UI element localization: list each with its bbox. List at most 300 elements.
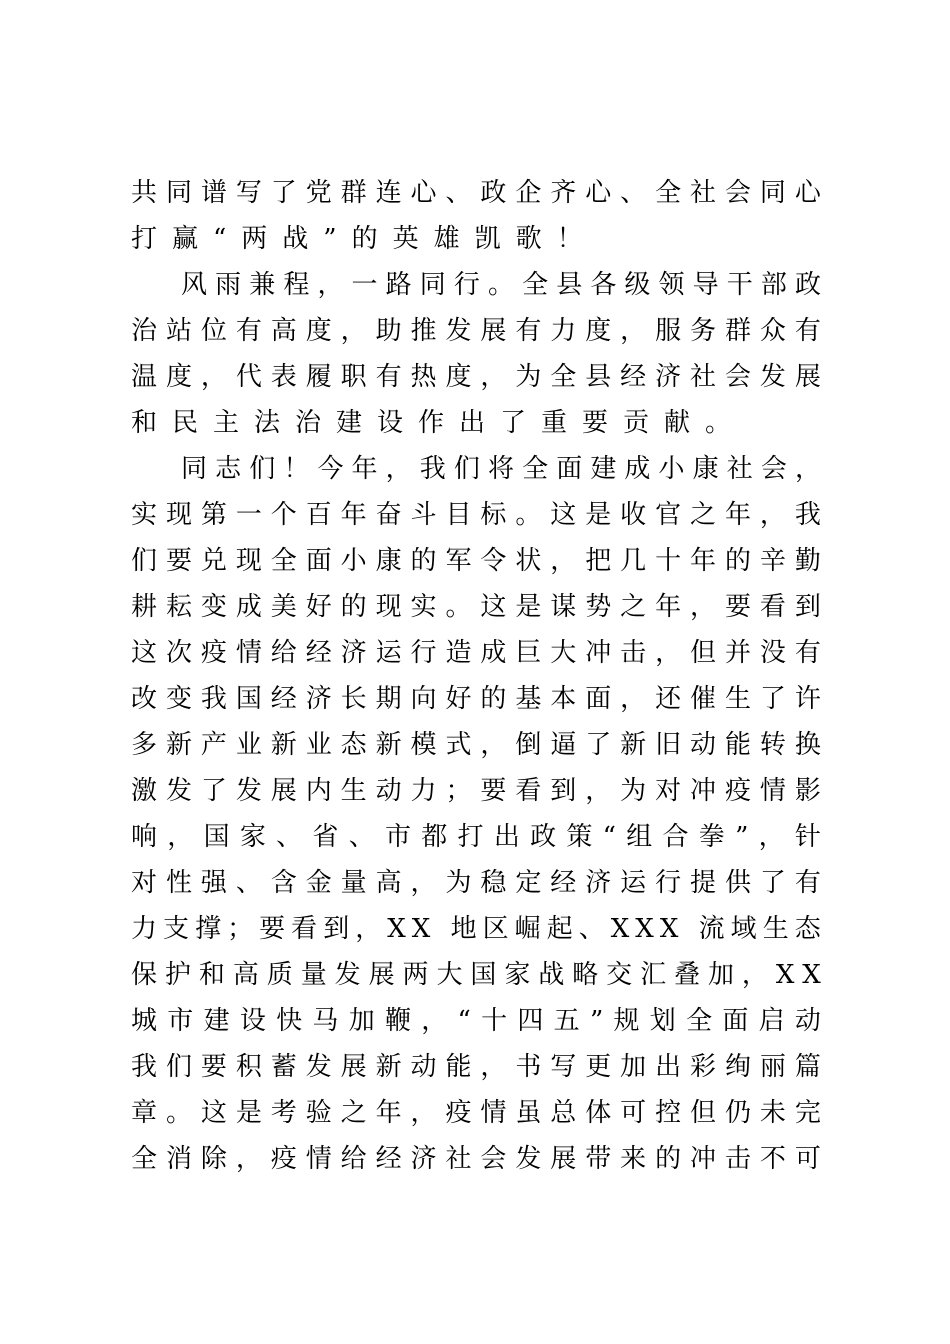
text-char: ， (480, 362, 507, 392)
text-char: 省 (312, 822, 339, 852)
text-char: 家 (239, 822, 266, 852)
text-char: 个 (270, 500, 297, 530)
text-char: 了 (585, 730, 612, 760)
text-char: 领 (658, 270, 685, 300)
text-char: 冲 (690, 776, 717, 806)
text-char: 现 (375, 592, 402, 622)
text-char: 度 (445, 362, 472, 392)
text-char: 和 (198, 960, 225, 990)
text-char: 设 (239, 1006, 266, 1036)
text-char: 好 (305, 592, 332, 622)
text-char: 战 (538, 960, 565, 990)
text-char: 的 (410, 546, 437, 576)
text-char: ， (758, 822, 785, 852)
text-char: 新 (270, 730, 297, 760)
text-char: ， (620, 684, 647, 714)
text-char: 年 (655, 592, 682, 622)
text-char: 目 (445, 500, 472, 530)
text-char: 小 (340, 546, 367, 576)
text-line (131, 538, 821, 584)
text-char: 金 (305, 868, 332, 898)
text-char: 要 (259, 914, 286, 944)
text-char: ， (167, 822, 194, 852)
text-char: 行 (410, 638, 437, 668)
text-char: 度 (165, 362, 192, 392)
text-char: 行 (453, 270, 480, 300)
text-char: 我 (794, 500, 821, 530)
text-char: 治 (131, 316, 158, 346)
text-char: ” (589, 1006, 604, 1036)
text-char: 新 (165, 730, 192, 760)
text-char: 、 (445, 178, 472, 208)
text-char: 疫 (200, 638, 227, 668)
text-char: 绚 (724, 1052, 751, 1082)
text-char: 本 (550, 684, 577, 714)
text-char: 康 (692, 454, 719, 484)
text-char: 变 (200, 592, 227, 622)
text-char: 心 (794, 178, 821, 208)
text-char: ， (550, 546, 577, 576)
text-char: 、 (578, 914, 605, 944)
text-char: “ (457, 1006, 471, 1036)
text-char: 济 (655, 362, 682, 392)
text-line (131, 906, 821, 952)
text-char: 写 (235, 178, 262, 208)
text-char: 的 (724, 546, 751, 576)
text-char: 站 (165, 316, 192, 346)
text-char: 疫 (270, 1144, 297, 1174)
text-char: 全 (686, 1006, 713, 1036)
text-char: ； (445, 776, 472, 806)
text-char: 众 (759, 316, 786, 346)
text-line (131, 1090, 821, 1136)
text-char: 经 (305, 638, 332, 668)
text-char: 未 (759, 1098, 786, 1128)
text-char: 斗 (410, 500, 437, 530)
text-char: 地 (450, 914, 477, 944)
text-line (131, 308, 821, 354)
text-char: 疫 (445, 1098, 472, 1128)
text-char: 十 (481, 1006, 508, 1036)
text-char: 奋 (375, 500, 402, 530)
text-char: 这 (131, 638, 158, 668)
text-char: 发 (305, 1052, 332, 1082)
text-char: 可 (620, 1098, 647, 1128)
text-char: 们 (453, 454, 480, 484)
text-char: 向 (410, 684, 437, 714)
text-char: 履 (305, 362, 332, 392)
text-char: ， (235, 1144, 262, 1174)
text-char: 度 (305, 316, 332, 346)
text-char: 运 (620, 868, 647, 898)
text-char: 我 (200, 684, 227, 714)
text-char: 建 (203, 1006, 230, 1036)
text-char: 志 (215, 454, 242, 484)
text-char: 巨 (515, 638, 542, 668)
text-char: 展 (340, 1052, 367, 1082)
text-char: 动 (794, 1006, 821, 1036)
text-char: 了 (759, 868, 786, 898)
text-line (131, 630, 821, 676)
text-char: 成 (480, 638, 507, 668)
text-char: 的 (655, 1144, 682, 1174)
text-char: 展 (270, 776, 297, 806)
text-char: ， (410, 868, 437, 898)
text-char: 式 (445, 730, 472, 760)
text-char: 情 (759, 776, 786, 806)
text-char: 经 (620, 362, 647, 392)
text-char: 给 (270, 638, 297, 668)
text-char: 县 (585, 362, 612, 392)
text-char: 五 (553, 1006, 580, 1036)
text-char: 代 (235, 362, 262, 392)
text-char: 同 (759, 178, 786, 208)
text-char: X (610, 914, 630, 944)
text-char: ， (317, 270, 344, 300)
text-char: 经 (270, 684, 297, 714)
text-char: 建 (590, 454, 617, 484)
text-char: 力 (550, 316, 577, 346)
text-char: 没 (759, 638, 786, 668)
text-char: 企 (515, 178, 542, 208)
text-char: ， (200, 362, 227, 392)
text-char: 质 (266, 960, 293, 990)
text-char: 助 (375, 316, 402, 346)
text-line (131, 492, 821, 538)
text-char: 快 (276, 1006, 303, 1036)
text-char: 各 (590, 270, 617, 300)
text-char: 同 (165, 178, 192, 208)
text-char: 之 (620, 592, 647, 622)
text-char: 齐 (550, 178, 577, 208)
text-char: 年 (351, 454, 378, 484)
text-char: 高 (232, 960, 259, 990)
text-char: 组 (626, 822, 653, 852)
text-char: 期 (375, 684, 402, 714)
text-char: 力 (410, 776, 437, 806)
text-char: 年 (375, 1098, 402, 1128)
text-char: 能 (724, 730, 751, 760)
text-char: 现 (235, 546, 262, 576)
text-char: 有 (794, 868, 821, 898)
text-char: 流 (698, 914, 725, 944)
text-char: 要 (165, 546, 192, 576)
text-char: 状 (515, 546, 542, 576)
text-char: 总 (550, 1098, 577, 1128)
text-char: 生 (762, 914, 789, 944)
text-char: 好 (445, 684, 472, 714)
text-char: ， (585, 776, 612, 806)
text-char: 情 (305, 1144, 332, 1174)
text-char: 护 (164, 960, 191, 990)
text-char: 看 (515, 776, 542, 806)
text-char: 百 (305, 500, 332, 530)
text-char: 冲 (690, 1144, 717, 1174)
text-char: 了 (759, 684, 786, 714)
text-char: 经 (550, 868, 577, 898)
text-char: 加 (620, 1052, 647, 1082)
text-char: 要 (480, 776, 507, 806)
text-char: 将 (487, 454, 514, 484)
text-char: 是 (235, 1098, 262, 1128)
text-char: 带 (585, 1144, 612, 1174)
text-char: 但 (690, 638, 717, 668)
text-char: ， (690, 592, 717, 622)
text-char: 蓄 (270, 1052, 297, 1082)
text-char: 一 (235, 500, 262, 530)
text-char: 写 (550, 1052, 577, 1082)
text-char: 还 (655, 684, 682, 714)
text-char: 导 (692, 270, 719, 300)
text-char: 提 (690, 868, 717, 898)
text-char: 政 (794, 270, 821, 300)
text-char: 展 (368, 960, 395, 990)
text-char: 来 (620, 1144, 647, 1174)
text-char: 济 (410, 1144, 437, 1174)
text-char: 们 (165, 1052, 192, 1082)
text-char: 强 (200, 868, 227, 898)
text-char: 风 (181, 270, 208, 300)
text-char: 心 (585, 178, 612, 208)
text-char: 对 (131, 868, 158, 898)
text-char: 发 (445, 316, 472, 346)
text-char: 对 (655, 776, 682, 806)
text-char: ， (480, 1052, 507, 1082)
text-char: X (411, 914, 431, 944)
text-char: 全 (522, 270, 549, 300)
text-char: ， (355, 914, 382, 944)
text-char: 章 (131, 1098, 158, 1128)
text-char: 生 (724, 684, 751, 714)
text-char: 打 (457, 822, 484, 852)
text-char: 撑 (195, 914, 222, 944)
text-char: 务 (690, 316, 717, 346)
text-char: X (659, 914, 679, 944)
text-line (131, 1044, 821, 1090)
text-char: 动 (375, 776, 402, 806)
text-char: 一 (351, 270, 378, 300)
text-char: 令 (480, 546, 507, 576)
text-char: 经 (375, 1144, 402, 1174)
text-char: 针 (794, 822, 821, 852)
text-char: 勤 (794, 546, 821, 576)
text-char: 除 (200, 1144, 227, 1174)
text-char: 发 (165, 776, 192, 806)
text-char: 高 (375, 868, 402, 898)
text-char: 稳 (480, 868, 507, 898)
text-char: 、 (276, 822, 303, 852)
text-char: 十 (655, 546, 682, 576)
text-char: 社 (690, 362, 717, 392)
text-char: 发 (334, 960, 361, 990)
text-char: 为 (445, 868, 472, 898)
text-char: 热 (410, 362, 437, 392)
text-char: X (387, 914, 406, 944)
text-char: 到 (550, 776, 577, 806)
text-char: 不 (759, 1144, 786, 1174)
text-char: 城 (131, 1006, 158, 1036)
text-char: 量 (340, 868, 367, 898)
text-char: 干 (726, 270, 753, 300)
text-char: 保 (131, 960, 158, 990)
text-char: 全 (131, 1144, 158, 1174)
text-char: 。 (515, 500, 542, 530)
text-char: 小 (658, 454, 685, 484)
text-char: 击 (620, 638, 647, 668)
text-char: 出 (655, 1052, 682, 1082)
text-char: 疫 (724, 776, 751, 806)
text-char: 的 (480, 684, 507, 714)
text-char: 完 (794, 1098, 821, 1128)
text-line (131, 860, 821, 906)
text-char: 都 (421, 822, 448, 852)
text-char: 温 (131, 362, 158, 392)
text-char: 启 (758, 1006, 785, 1036)
text-char: 之 (340, 1098, 367, 1128)
text-char: 度 (585, 316, 612, 346)
text-char: 冲 (585, 638, 612, 668)
text-char: 丽 (759, 1052, 786, 1082)
text-char: 崛 (514, 914, 541, 944)
text-char: 成 (624, 454, 651, 484)
text-char: 社 (690, 178, 717, 208)
text-char: 体 (585, 1098, 612, 1128)
body-text (131, 170, 821, 1182)
text-char: 位 (200, 316, 227, 346)
text-char: 业 (235, 730, 262, 760)
text-char: 政 (530, 822, 557, 852)
text-char: 雨 (215, 270, 242, 300)
text-char: 。 (487, 270, 514, 300)
text-char: 职 (340, 362, 367, 392)
text-char: 大 (436, 960, 463, 990)
text-char: 转 (759, 730, 786, 760)
text-char: 推 (410, 316, 437, 346)
text-char: 展 (480, 316, 507, 346)
text-char: 群 (340, 178, 367, 208)
text-char: 这 (480, 592, 507, 622)
text-char: 市 (167, 1006, 194, 1036)
text-char: 激 (131, 776, 158, 806)
text-char: 拳 (698, 822, 725, 852)
text-char: 有 (794, 638, 821, 668)
text-char: 造 (445, 638, 472, 668)
text-char: ， (741, 960, 768, 990)
text-char: 。 (165, 1098, 192, 1128)
text-char: 这 (550, 500, 577, 530)
text-char: 内 (305, 776, 332, 806)
text-char: 济 (305, 684, 332, 714)
text-char: 大 (550, 638, 577, 668)
text-char: 高 (270, 316, 297, 346)
text-char: 击 (724, 1144, 751, 1174)
text-char: 换 (794, 730, 821, 760)
text-char: 书 (515, 1052, 542, 1082)
text-char: 发 (235, 776, 262, 806)
text-char: 、 (620, 178, 647, 208)
text-char: 、 (348, 822, 375, 852)
text-char: 全 (655, 178, 682, 208)
text-char: 表 (270, 362, 297, 392)
text-line (131, 262, 821, 308)
text-char: 谋 (550, 592, 577, 622)
text-char: 同 (181, 454, 208, 484)
text-char: 。 (445, 592, 472, 622)
text-char: 服 (655, 316, 682, 346)
text-char: 动 (690, 730, 717, 760)
text-char: ！ (283, 454, 310, 484)
text-char: 有 (515, 316, 542, 346)
text-char: 催 (690, 684, 717, 714)
text-char: 新 (620, 730, 647, 760)
text-char: 第 (200, 500, 227, 530)
text-char: 域 (730, 914, 757, 944)
text-char: ， (655, 638, 682, 668)
text-char: 控 (655, 1098, 682, 1128)
text-char: 起 (546, 914, 573, 944)
text-char: 谱 (200, 178, 227, 208)
text-char: 之 (690, 500, 717, 530)
text-char: 态 (340, 730, 367, 760)
text-char: 几 (620, 546, 647, 576)
text-char: 情 (235, 638, 262, 668)
text-char: ， (421, 1006, 448, 1036)
text-char: 运 (375, 638, 402, 668)
text-char: 实 (131, 500, 158, 530)
text-char: 生 (340, 776, 367, 806)
text-char: 积 (235, 1052, 262, 1082)
text-char: 长 (340, 684, 367, 714)
text-char: ， (385, 454, 412, 484)
text-char: 部 (760, 270, 787, 300)
text-char: 并 (724, 638, 751, 668)
text-char: 会 (724, 178, 751, 208)
text-char: 篇 (794, 1052, 821, 1082)
text-char: 家 (504, 960, 531, 990)
text-char: 面 (585, 684, 612, 714)
text-char: 含 (270, 868, 297, 898)
text-char: 级 (624, 270, 651, 300)
text-char: 心 (410, 178, 437, 208)
text-char: 交 (606, 960, 633, 990)
text-char: 旧 (655, 730, 682, 760)
text-char: 面 (305, 546, 332, 576)
text-char: ， (620, 316, 647, 346)
text-char: 仍 (724, 1098, 751, 1128)
text-char: 连 (375, 178, 402, 208)
text-char: 全 (522, 454, 549, 484)
text-char: 成 (235, 592, 262, 622)
text-char: 会 (480, 1144, 507, 1174)
text-char: 耘 (165, 592, 192, 622)
text-char: ” (735, 822, 749, 852)
text-char: 展 (550, 1144, 577, 1174)
text-char: 发 (515, 1144, 542, 1174)
text-char: 国 (203, 822, 230, 852)
text-char: 新 (375, 730, 402, 760)
text-char (684, 906, 692, 952)
text-char: 兼 (249, 270, 276, 300)
text-char: 量 (300, 960, 327, 990)
text-char: 策 (566, 822, 593, 852)
text-char: 出 (493, 822, 520, 852)
text-line (131, 354, 821, 400)
text-char: 基 (515, 684, 542, 714)
text-char: 要 (724, 592, 751, 622)
text-char: 兑 (200, 546, 227, 576)
text-char: 全 (550, 362, 577, 392)
text-char: 给 (340, 1144, 367, 1174)
